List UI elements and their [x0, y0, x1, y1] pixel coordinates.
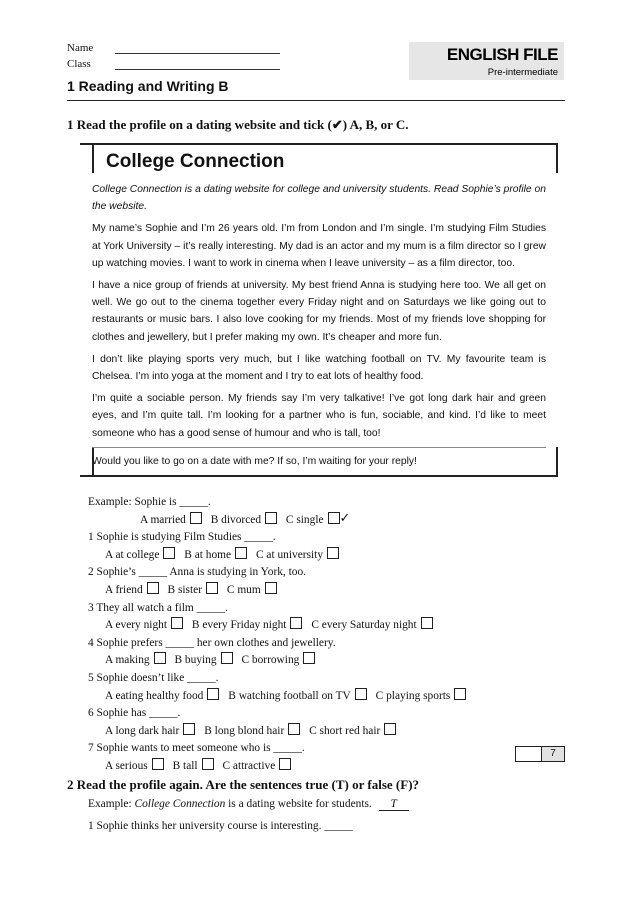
question-list	[88, 494, 472, 776]
brand-logo	[409, 42, 564, 80]
option-label: C mum	[226, 583, 261, 596]
option-label: C single	[285, 513, 324, 526]
checkbox[interactable]	[221, 652, 233, 664]
question-stem: 2 Sophie’s _____ Anna is studying in York, too.	[88, 566, 307, 579]
checkbox[interactable]	[207, 688, 219, 700]
option-label: B buying	[174, 654, 217, 667]
q2-instruction: 2 Read the profile again. Are the sentences true (T) or false (F)?	[67, 777, 420, 792]
option-label: C borrowing	[241, 654, 300, 667]
option-label: B divorced	[210, 513, 262, 526]
checkbox[interactable]	[152, 758, 164, 770]
option-label: C at university	[255, 548, 324, 561]
section-title: 1 Reading and Writing B	[67, 78, 229, 94]
option-label: A every night	[105, 619, 168, 632]
profile-box	[80, 143, 558, 477]
checkbox[interactable]	[190, 512, 202, 524]
option-label: B long blond hair	[204, 724, 285, 737]
option-label: C every Saturday night	[311, 619, 417, 632]
question-stem: 5 Sophie doesn’t like _____.	[88, 671, 219, 684]
question-options	[88, 582, 472, 600]
q2-example-answer: T	[379, 798, 409, 811]
checkbox-checked[interactable]	[328, 509, 351, 525]
profile-paragraph: I’m quite a sociable person. My friends say I’m very talkative! I’ve got long dark hair and green eyes, and I’m quite tall. I’m looking for a partner who is fun, sociable, and kind. I’d like to meet someone who has a good sense of humour and who is tall, too!	[92, 393, 546, 439]
name-blank[interactable]	[115, 42, 280, 54]
question-options	[88, 758, 472, 776]
profile-divider	[92, 447, 546, 448]
checkbox[interactable]	[303, 652, 315, 664]
option-label: A married	[140, 513, 186, 526]
score-box	[515, 746, 565, 762]
option-label: A long dark hair	[105, 724, 180, 737]
option-label: C attractive	[222, 759, 276, 772]
checkbox[interactable]	[202, 758, 214, 770]
option-label: B tall	[172, 759, 198, 772]
checkbox[interactable]	[171, 617, 183, 629]
class-blank[interactable]	[115, 58, 280, 70]
q2-example	[88, 798, 409, 811]
class-label: Class	[67, 58, 91, 70]
profile-closing-wrap	[92, 453, 546, 475]
example-stem: Example: Sophie is _____.	[88, 496, 211, 508]
option-label: A serious	[105, 759, 148, 772]
option-label: C playing sports	[375, 689, 451, 702]
q2-item-1[interactable]: 1 Sophie thinks her university course is interesting. _____	[88, 820, 353, 832]
question-stem: 3 They all watch a film _____.	[88, 601, 228, 614]
checkbox[interactable]	[154, 652, 166, 664]
option-label: A eating healthy food	[105, 689, 204, 702]
checkbox[interactable]	[235, 547, 247, 559]
checkbox[interactable]	[454, 688, 466, 700]
check-icon: ✓	[339, 509, 351, 525]
option-label: B watching football on TV	[228, 689, 351, 702]
checkbox[interactable]	[290, 617, 302, 629]
option-label: A at college	[105, 548, 160, 561]
name-label: Name	[67, 42, 94, 54]
q1-instruction: 1 Read the profile on a dating website and tick (✔) A, B, or C.	[67, 117, 409, 132]
checkbox[interactable]	[183, 723, 195, 735]
option-label: B every Friday night	[191, 619, 287, 632]
option-label: B at home	[184, 548, 232, 561]
option-label: B sister	[167, 583, 203, 596]
option-label: A making	[105, 654, 150, 667]
option-label: A friend	[105, 583, 143, 596]
profile-intro: College Connection is a dating website for college and university students. Read Sophie’s profile on the website.	[92, 184, 546, 213]
brand-subtitle: Pre-intermediate	[487, 67, 558, 78]
brand-title: ENGLISH FILE	[446, 45, 558, 64]
class-field	[67, 58, 280, 70]
checkbox[interactable]	[384, 723, 396, 735]
profile-text	[92, 181, 546, 447]
question-options	[88, 652, 472, 670]
example-options	[88, 509, 472, 530]
option-label: C short red hair	[309, 724, 381, 737]
checkbox[interactable]	[327, 547, 339, 559]
question-options	[88, 688, 472, 706]
checkbox[interactable]	[279, 758, 291, 770]
profile-paragraph: I have a nice group of friends at university. My best friend Anna is studying here too. We all get on well. We go out to the cinema together every Friday night and on Saturdays we like going out to restaurants or music bars. I also love cooking for my friends. Most of my friends love shopping for clothes and jewellery, but I prefer making my own. It’s cheaper and more fun.	[92, 280, 546, 343]
question-stem: 1 Sophie is studying Film Studies _____.	[88, 531, 276, 544]
name-field	[67, 42, 280, 54]
profile-closing: Would you like to go on a date with me? If so, I’m waiting for your reply!	[92, 456, 417, 467]
score-total: 7	[541, 747, 564, 761]
q2-example-rest: is a dating website for students.	[225, 798, 372, 810]
question-options	[88, 723, 472, 741]
title-divider	[67, 100, 565, 101]
checkbox[interactable]	[288, 723, 300, 735]
question-stem: 7 Sophie wants to meet someone who is _____.	[88, 742, 305, 755]
profile-paragraph: I don’t like playing sports very much, but I like watching football on TV. My favourite team is Chelsea. I’m into yoga at the moment and I try to eat lots of healthy food.	[92, 353, 546, 383]
checkbox[interactable]	[163, 547, 175, 559]
checkbox[interactable]	[355, 688, 367, 700]
checkbox[interactable]	[206, 582, 218, 594]
question-options	[88, 617, 472, 635]
question-stem: 6 Sophie has _____.	[88, 707, 181, 720]
question-options	[88, 547, 472, 565]
checkbox[interactable]	[265, 512, 277, 524]
profile-paragraph: My name’s Sophie and I’m 26 years old. I’m from London and I’m single. I’m studying Film Studies at York University – it’s really interesting. My dad is an actor and my mum is a film director so I grew up watching movies. I want to work in cinema when I leave university – as a film director, too.	[92, 223, 546, 269]
checkbox[interactable]	[265, 582, 277, 594]
checkbox[interactable]	[147, 582, 159, 594]
question-stem: 4 Sophie prefers _____ her own clothes and jewellery.	[88, 636, 336, 649]
checkbox[interactable]	[421, 617, 433, 629]
profile-title: College Connection	[106, 151, 285, 172]
q2-example-site: College Connection	[134, 798, 226, 810]
q2-example-prefix: Example:	[88, 798, 135, 810]
